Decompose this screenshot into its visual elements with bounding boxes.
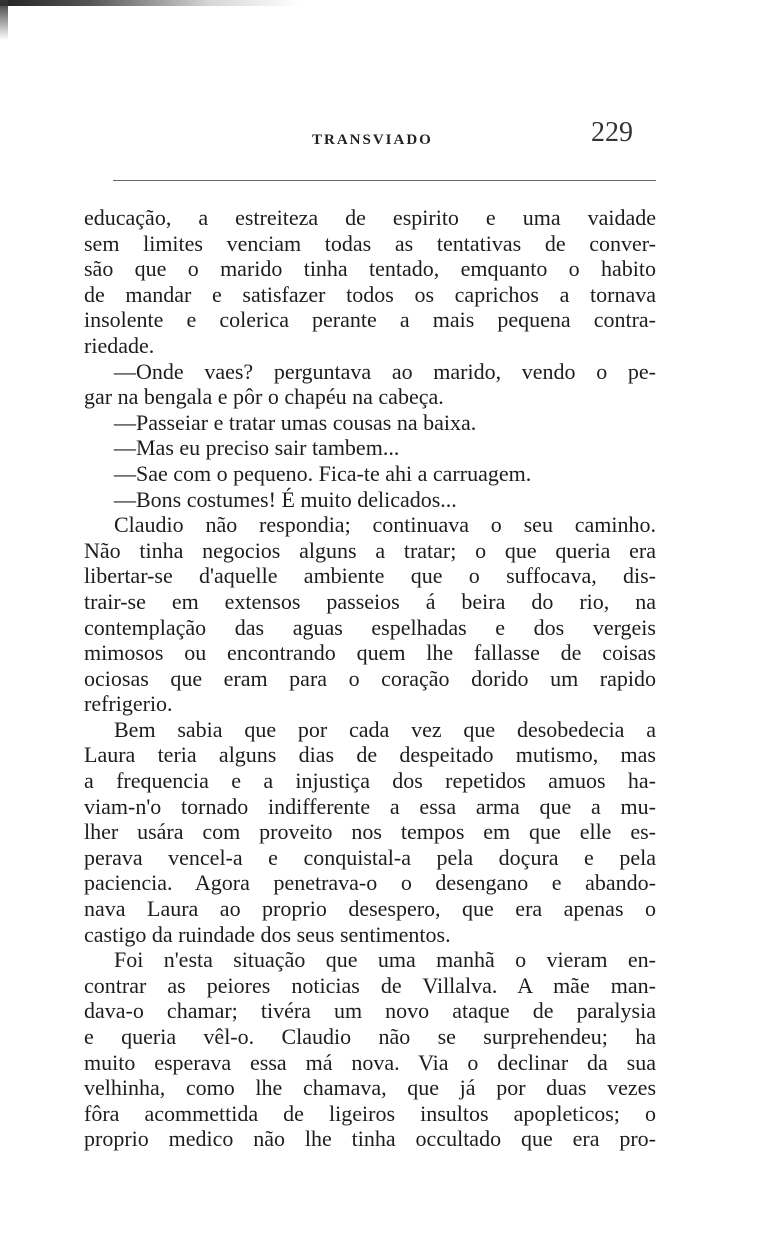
text-line: a frequencia e a injustiça dos repetidos amuos ha- [84,768,656,794]
text-line: —Passeiar e tratar umas cousas na baixa. [114,409,477,435]
text-line: nava Laura ao proprio desespero, que era apenas o [84,896,656,922]
text-line: dava-o chamar; tivéra um novo ataque de paralysia [84,998,656,1024]
text-line: sem limites venciam todas as tentativas de conver- [84,230,656,256]
text-line: fôra acommettida de ligeiros insultos apopleticos; o [84,1100,656,1126]
text-line: —Onde vaes? perguntava ao marido, vendo o pe- [114,358,656,384]
text-line: de mandar e satisfazer todos os caprichos a tornava [84,281,656,307]
text-line: perava vencel-a e conquistal-a pela doçura e pela [84,844,656,870]
header-rule [113,180,656,181]
text-line: libertar-se d'aquelle ambiente que o suffocava, dis- [84,563,656,589]
text-line: paciencia. Agora penetrava-o o desengano e abando- [84,870,656,896]
text-line: castigo da ruindade dos seus sentimentos. [84,921,451,947]
text-line: viam-n'o tornado indifferente a essa arma que a mu- [84,793,656,819]
body-text [84,205,656,1152]
text-line: educação, a estreiteza de espirito e uma vaidade [84,205,656,230]
text-line: contrar as peiores noticias de Villalva. A mãe man- [84,972,656,998]
text-line: proprio medico não lhe tinha occultado que era pro- [84,1126,656,1152]
text-line: são que o marido tinha tentado, emquanto o habito [84,256,656,282]
running-title: TRANSVIADO [312,132,433,148]
text-line: lher usára com proveito nos tempos em que elle es- [84,819,656,845]
text-line: Laura teria alguns dias de despeitado mutismo, mas [84,742,656,768]
text-line: Foi n'esta situação que uma manhã o vieram en- [114,947,656,973]
text-line: —Sae com o pequeno. Fica-te ahi a carruagem. [114,460,532,486]
text-line: gar na bengala e pôr o chapéu na cabeça. [84,384,444,410]
text-line: —Mas eu preciso sair tambem... [114,435,400,461]
text-line: refrigerio. [84,691,173,717]
text-line: insolente e colerica perante a mais pequena contra- [84,307,656,333]
text-line: Claudio não respondia; continuava o seu caminho. [114,512,656,538]
text-line: velhinha, como lhe chamava, que já por duas vezes [84,1075,656,1101]
text-line: trair-se em extensos passeios á beira do rio, na [84,588,656,614]
text-line: e queria vêl-o. Claudio não se surprehendeu; ha [84,1024,656,1049]
text-line: contemplação das aguas espelhadas e dos vergeis [84,614,656,640]
text-line: Não tinha negocios alguns a tratar; o que queria era [84,537,656,563]
text-line: ociosas que eram para o coração dorido um rapido [84,665,656,691]
text-line: riedade. [84,332,155,358]
page-number: 229 [591,117,633,148]
scan-shadow-left [0,0,8,40]
scan-shadow-top [0,0,300,6]
text-line: muito esperava essa má nova. Via o declinar da sua [84,1049,656,1075]
text-line: —Bons costumes! É muito delicados... [114,486,457,512]
text-line: mimosos ou encontrando quem lhe fallasse de coisas [84,640,656,666]
text-line: Bem sabia que por cada vez que desobedecia a [114,716,656,742]
